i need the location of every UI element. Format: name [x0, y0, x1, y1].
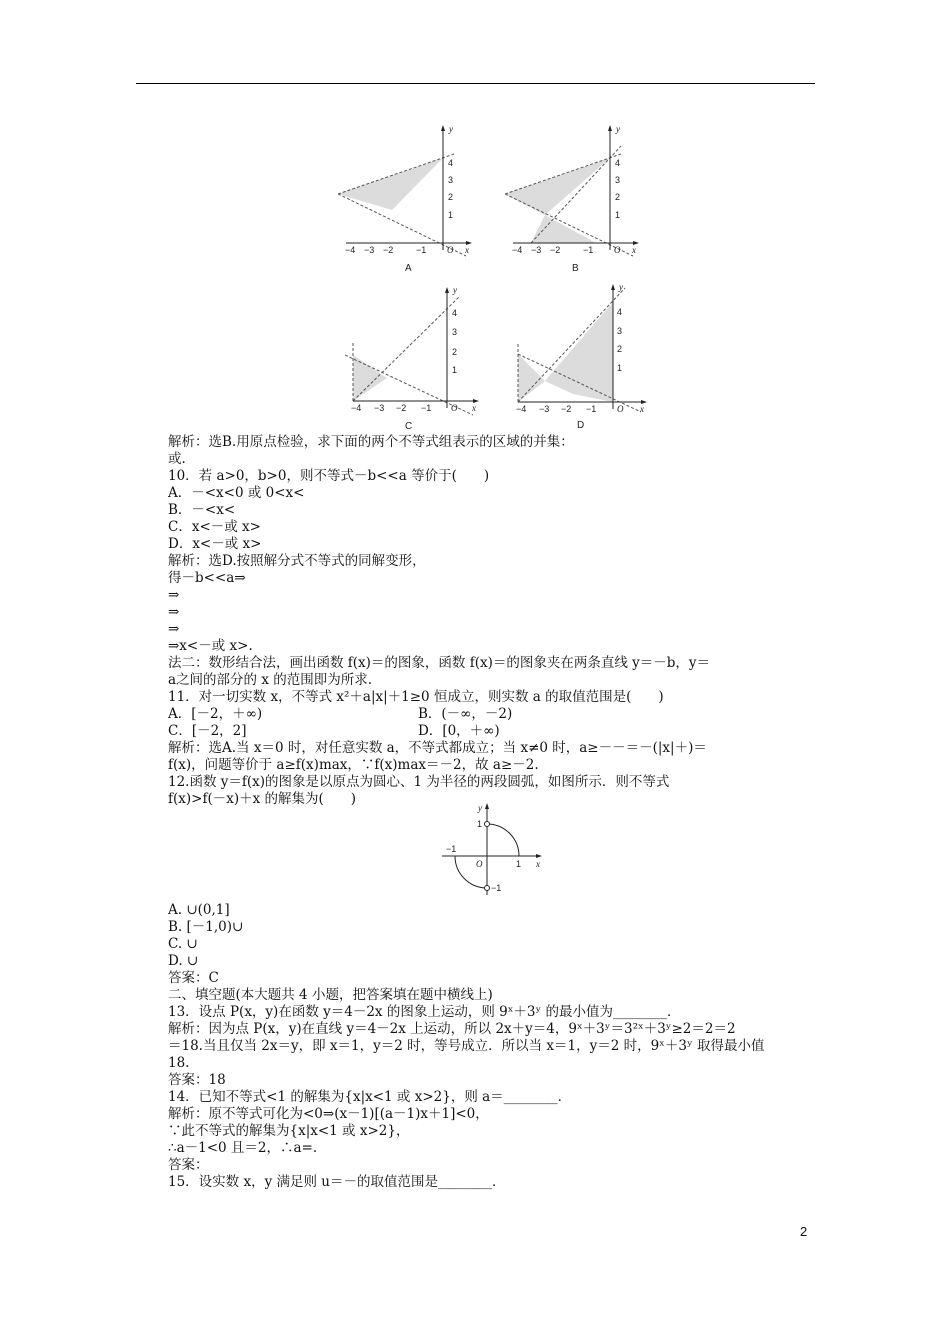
graph-c [345, 283, 495, 441]
x-tick-neg2: −2 [561, 404, 572, 414]
upper-right-arc [487, 824, 519, 856]
caption-d: D [577, 420, 585, 431]
origin-label: O [617, 404, 624, 414]
x-tick-neg3: −3 [539, 404, 550, 414]
shaded-region-c [353, 355, 387, 401]
open-point-bottom [485, 886, 490, 891]
question-12-stem: 12.函数 y＝f(x)的图象是以原点为圆心、1 为半径的两段圆弧，如图所示．则不等式 [168, 774, 670, 790]
y-axis-label: y [453, 285, 457, 295]
graph-b [505, 120, 655, 278]
solution-10-line-3: ⇒ [168, 587, 180, 603]
question-11-stem: 11．对一切实数 x，不等式 x²＋a|x|＋1≥0 恒成立，则实数 a 的取值范围是( ) [168, 689, 664, 705]
label-1-y: 1 [477, 819, 483, 829]
y-tick-3: 3 [617, 326, 623, 336]
question-12-option-a: A. ∪(0,1] [168, 902, 230, 918]
x-axis-label: x [536, 859, 540, 869]
origin-label: O [447, 245, 454, 255]
graph-d [513, 280, 663, 438]
origin-label: O [614, 245, 621, 255]
y-tick-4: 4 [617, 307, 623, 317]
solution-9-text: 解析：选B.用原点检验，求下面的两个不等式组表示的区域的并集： [168, 434, 574, 450]
y-axis-label: y [616, 124, 620, 134]
caption-c: C [405, 421, 413, 432]
shaded-region-b-lower [531, 215, 596, 243]
x-tick-neg1: −1 [416, 245, 427, 255]
y-tick-2: 2 [448, 192, 454, 202]
graph-a [338, 120, 488, 278]
x-tick-neg3: −3 [531, 245, 542, 255]
y-tick-3: 3 [615, 175, 621, 185]
x-axis-label: x [632, 245, 636, 255]
dashed-line-2-c [353, 297, 459, 401]
y-tick-1: 1 [452, 365, 458, 375]
question-10-option-a: A．－<x<0 或 0<x< [168, 485, 305, 501]
x-tick-neg2: −2 [550, 245, 561, 255]
answer-14: 答案： [168, 1157, 209, 1173]
open-point-top [485, 822, 490, 827]
question-11-option-c: C．[－2，2] [168, 723, 247, 739]
y-tick-2: 2 [617, 344, 623, 354]
page-number: 2 [800, 1224, 808, 1239]
x-tick-neg4: −4 [351, 403, 362, 413]
x-axis-label: x [472, 403, 476, 413]
question-10-option-c: C．x<－或 x> [168, 519, 261, 535]
y-tick-4: 4 [615, 158, 621, 168]
x-tick-neg1: −1 [421, 403, 432, 413]
answer-13: 答案：18 [168, 1072, 226, 1088]
header-rule [136, 83, 815, 84]
shaded-region-d-left [518, 354, 545, 402]
question-12-option-d: D. ∪ [168, 953, 199, 969]
solution-14-line-3: ∴a－1<0 且＝2，∴a=. [168, 1140, 318, 1156]
label-neg1-y: −1 [491, 883, 502, 893]
solution-13-line-2: ＝18.当且仅当 2x＝y，即 x＝1，y＝2 时，等号成立．所以当 x＝1，y＝2 时，9ˣ＋3ʸ 取得最小值 [168, 1038, 765, 1054]
y-tick-2: 2 [615, 192, 621, 202]
y-axis-label: y [449, 124, 453, 134]
question-11-option-d: D．[0，＋∞) [418, 723, 500, 739]
label-1-x: 1 [516, 859, 522, 869]
question-11-option-a: A．[－2，＋∞) [168, 706, 263, 722]
question-10-option-d: D．x<－或 x> [168, 536, 262, 552]
solution-9-or: 或. [168, 451, 186, 467]
y-tick-3: 3 [448, 175, 454, 185]
solution-10-line-2: 得－b<<a⇒ [168, 570, 246, 586]
solution-11-line-1: 解析：选A.当 x＝0 时，对任意实数 a，不等式都成立；当 x≠0 时，a≥－－＝－(|x|＋)＝ [168, 740, 707, 756]
x-tick-neg2: −2 [396, 403, 407, 413]
shaded-region-b-upper [505, 158, 610, 215]
solution-13-line-3: 18. [168, 1055, 190, 1071]
question-12-stem-cont: f(x)>f(－x)＋x 的解集为( ) [168, 791, 357, 807]
answer-12: 答案：C [168, 970, 219, 986]
x-axis-label: x [640, 404, 644, 414]
question-12-option-c: C. ∪ [168, 936, 198, 952]
y-tick-2: 2 [452, 347, 458, 357]
x-tick-neg2: −2 [383, 245, 394, 255]
question-14-stem: 14．已知不等式<1 的解集为{x|x<1 或 x>2}，则 a＝________． [168, 1089, 572, 1105]
caption-a: A [405, 263, 412, 274]
x-tick-neg3: −3 [374, 403, 385, 413]
section-2-heading: 二、填空题(本大题共 4 小题，把答案填在题中横线上) [168, 987, 493, 1003]
solution-13-line-1: 解析：因为点 P(x，y)在直线 y＝4－2x 上运动，所以 2x＋y＝4，9ˣ＋3ʸ＝3²ˣ＋3ʸ≥2＝2＝2 [168, 1021, 736, 1037]
question-11-option-b: B．(－∞，－2) [418, 706, 513, 722]
question-12-option-b: B. [－1,0)∪ [168, 919, 244, 935]
question-13-stem: 13．设点 P(x，y)在函数 y＝4－2x 的图象上运动，则 9ˣ＋3ʸ 的最小值为________． [168, 1004, 681, 1020]
shaded-region-a [338, 158, 443, 210]
solution-10-line-1: 解析：选D.按照解分式不等式的同解变形， [168, 553, 426, 569]
solution-10-line-6: ⇒x<－或 x>. [168, 638, 253, 654]
origin-label: O [476, 859, 483, 869]
x-tick-neg4: −4 [512, 245, 523, 255]
y-tick-4: 4 [448, 158, 454, 168]
x-tick-neg1: −1 [583, 245, 594, 255]
x-tick-neg4: −4 [516, 404, 527, 414]
y-axis-label: y [478, 803, 482, 813]
shaded-region-d-right [545, 302, 613, 402]
y-tick-1: 1 [448, 210, 454, 220]
solution-10-line-5: ⇒ [168, 621, 180, 637]
caption-b: B [572, 263, 579, 274]
x-axis-label: x [465, 245, 469, 255]
solution-14-line-2: ∵此不等式的解集为{x|x<1 或 x>2}， [168, 1123, 410, 1139]
solution-10-line-4: ⇒ [168, 604, 180, 620]
origin-label: O [451, 403, 458, 413]
solution-10-method-2-cont: a之间的部分的 x 的范围即为所求. [168, 672, 373, 688]
x-tick-neg1: −1 [586, 404, 597, 414]
y-tick-3: 3 [452, 327, 458, 337]
solution-14-line-1: 解析：原不等式可化为<0⇒(x－1)[(a－1)x＋1]<0， [168, 1106, 489, 1122]
question-10-option-b: B．－<x< [168, 502, 236, 518]
circle-arc-graph [430, 800, 550, 900]
x-tick-neg3: −3 [364, 245, 375, 255]
question-10-stem: 10．若 a>0，b>0，则不等式－b<<a 等价于( ) [168, 468, 490, 484]
solution-10-method-2: 法二：数形结合法，画出函数 f(x)＝的图象，函数 f(x)＝的图象夹在两条直线 y＝－b，y＝ [168, 655, 711, 671]
solution-11-line-2: f(x)，问题等价于 a≥f(x)max，∵f(x)max＝－2，故 a≥－2. [168, 757, 539, 773]
x-tick-neg4: −4 [345, 245, 356, 255]
y-tick-1: 1 [617, 363, 623, 373]
label-neg1-x: −1 [446, 844, 457, 854]
question-15-stem: 15．设实数 x，y 满足则 u＝－的取值范围是________． [168, 1174, 506, 1190]
y-axis-label: y [619, 282, 623, 292]
y-tick-4: 4 [452, 308, 458, 318]
y-tick-1: 1 [615, 210, 621, 220]
